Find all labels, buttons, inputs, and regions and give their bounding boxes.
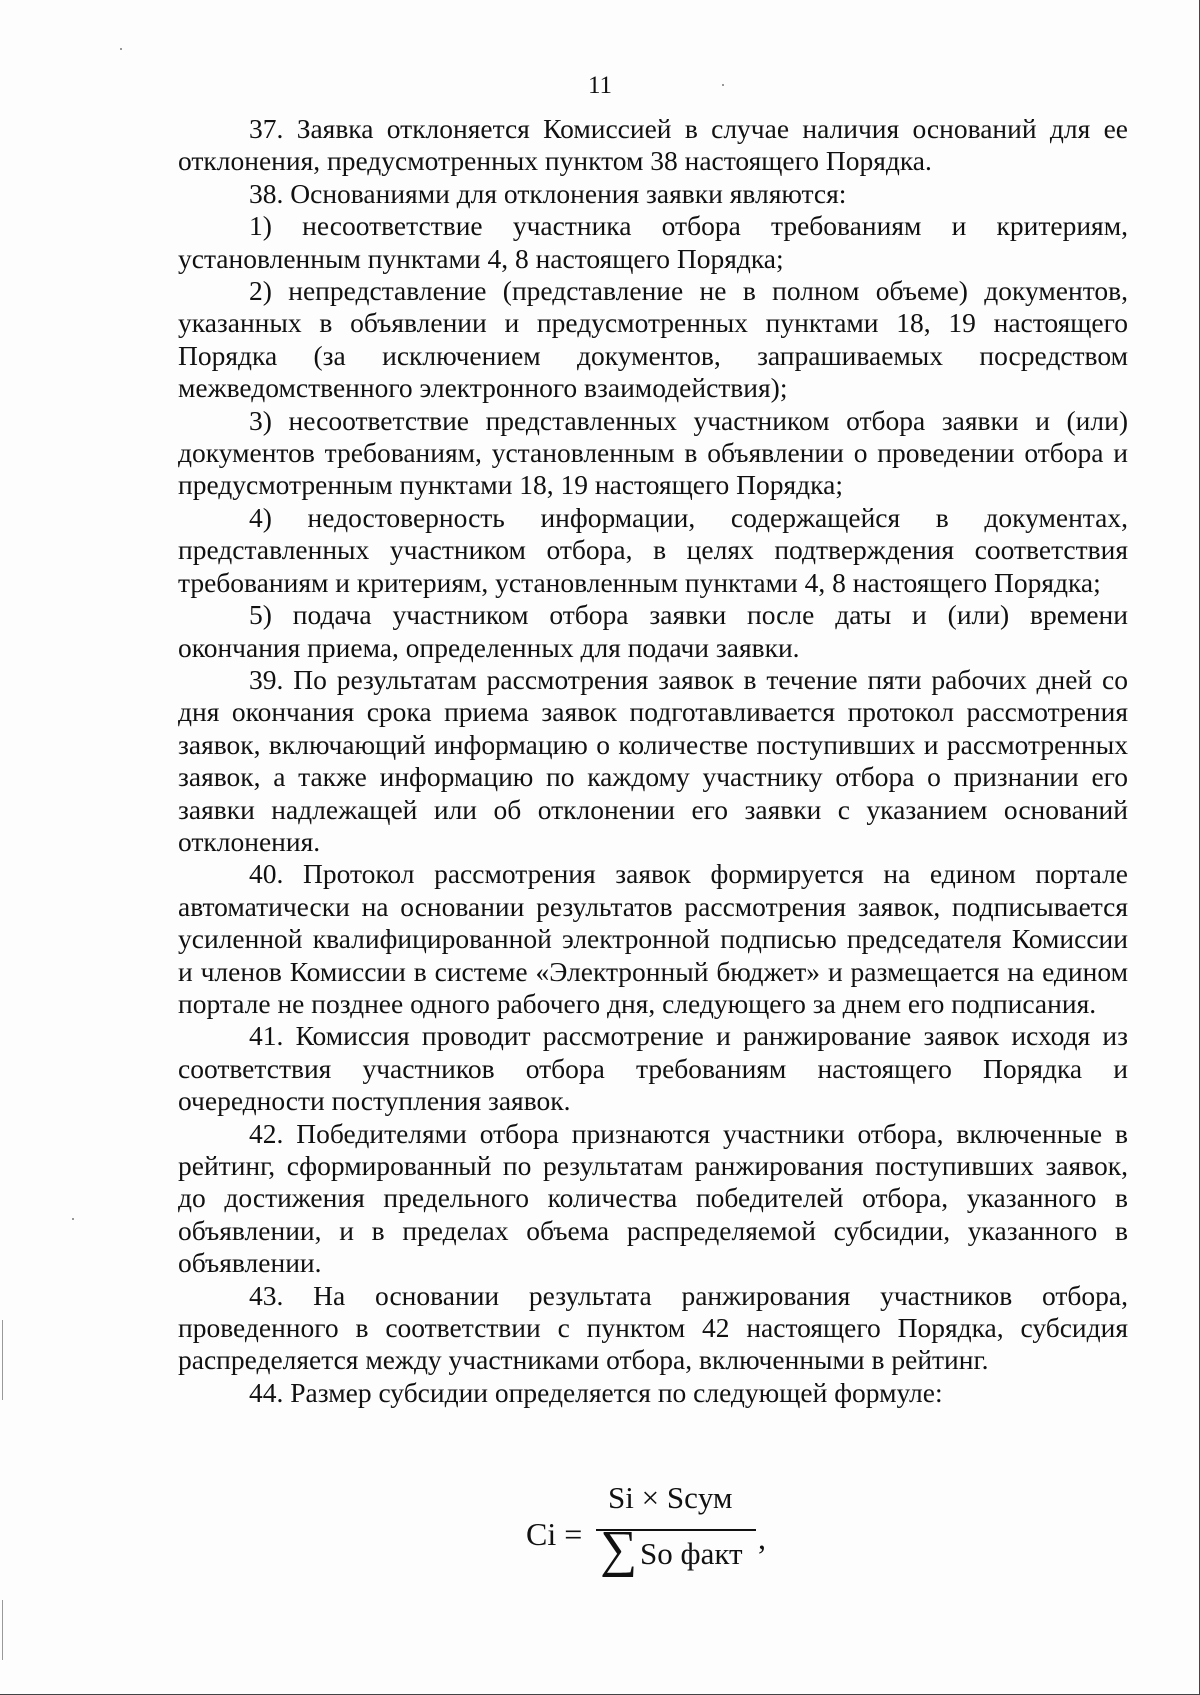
scan-edge-line <box>2 1600 3 1660</box>
paragraph-40: 40. Протокол рассмотрения заявок формируется на едином портале автоматически на основании результатов рассмотрения заявок, подписывается усиленной квалифицированной электронной подписью председателя Комиссии и членов Комиссии в системе «Электронный бюджет» и размещается на едином портале не позднее одного рабочего дня, следующего за днем его подписания. <box>178 858 1128 1019</box>
formula-numerator: Si × Scум <box>608 1480 733 1515</box>
document-body <box>178 113 1128 1409</box>
scan-edge-line <box>2 1320 3 1400</box>
paragraph-44: 44. Размер субсидии определяется по следующей формуле: <box>249 1376 943 1408</box>
paragraph-39: 39. По результатам рассмотрения заявок в течение пяти рабочих дней со дня окончания срока приема заявок подготавливается протокол рассмотрения заявок, включающий информацию о количестве поступивших и рассмотренных заявок, а также информацию по каждому участнику отбора о признании его заявки надлежащей или об отклонении его заявки с указанием оснований отклонения. <box>178 663 1128 857</box>
paragraph-38: 38. Основаниями для отклонения заявки являются: <box>249 177 847 209</box>
scan-speck <box>72 1218 74 1220</box>
paragraph-38-item-4: 4) недостоверность информации, содержащейся в документах, представленных участником отбора, в целях подтверждения соответствия требованиям и критериям, установленным пунктами 4, 8 настоящего Порядка; <box>178 501 1128 598</box>
paragraph-38-item-2: 2) непредставление (представление не в полном объеме) документов, указанных в объявлении и предусмотренных пунктами 18, 19 настоящего Порядка (за исключением документов, запрашиваемых посредством межведомственного электронного взаимодействия); <box>178 275 1128 404</box>
formula-denominator: So факт <box>640 1536 743 1571</box>
scan-speck <box>120 48 122 50</box>
paragraph-43: 43. На основании результата ранжирования участников отбора, проведенного в соответствии с пунктом 42 настоящего Порядка, субсидия распределяется между участниками отбора, включенными в рейтинг. <box>178 1279 1128 1376</box>
paragraph-38-item-3: 3) несоответствие представленных участником отбора заявки и (или) документов требованиям, установленным в объявлении о проведении отбора и предусмотренным пунктами 18, 19 настоящего Порядка; <box>178 404 1128 501</box>
paragraph-42: 42. Победителями отбора признаются участники отбора, включенные в рейтинг, сформированный по результатам ранжирования поступивших заявок, до достижения предельного количества победителей отбора, указанного в объявлении, и в пределах объема распределяемой субсидии, указанного в объявлении. <box>178 1117 1128 1279</box>
sum-symbol: ∑ <box>600 1521 638 1578</box>
paragraph-41: 41. Комиссия проводит рассмотрение и ранжирование заявок исходя из соответствия участников отбора требованиям настоящего Порядка и очередности поступления заявок. <box>178 1020 1128 1117</box>
page-number: 11 <box>587 72 613 99</box>
paragraph-38-item-5: 5) подача участником отбора заявки после даты и (или) времени окончания приема, определенных для подачи заявки. <box>178 599 1128 663</box>
formula-comma: , <box>758 1520 766 1556</box>
formula-lhs: Ci = <box>526 1516 583 1552</box>
paragraph-38-item-1: 1) несоответствие участника отбора требованиям и критериям, установленным пунктами 4, 8 настоящего Порядка; <box>178 210 1128 274</box>
paragraph-37: 37. Заявка отклоняется Комиссией в случае наличия оснований для ее отклонения, предусмотренных пунктом 38 настоящего Порядка. <box>178 113 1128 177</box>
